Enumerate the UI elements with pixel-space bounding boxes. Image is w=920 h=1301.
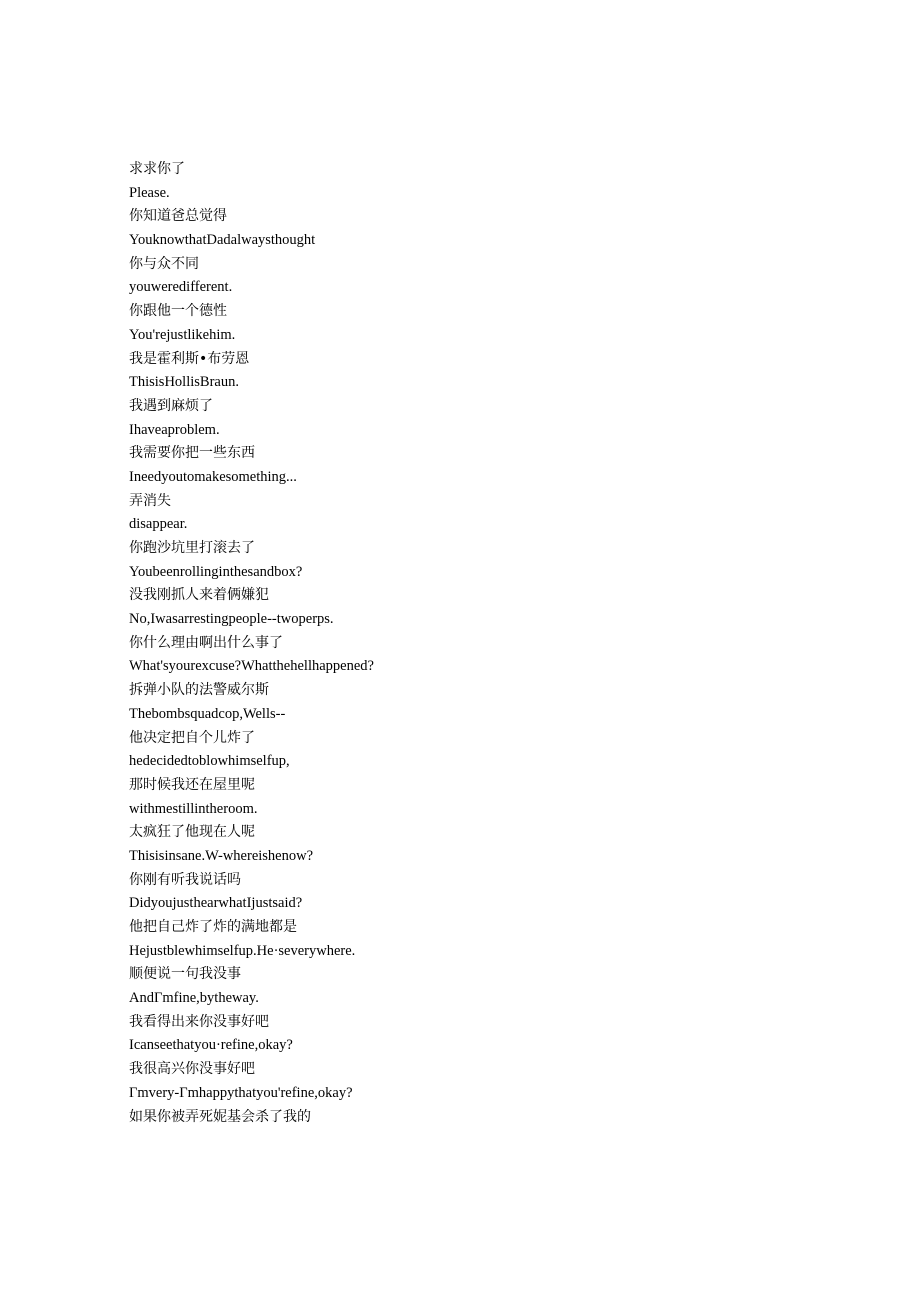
subtitle-line-chinese: 如果你被弄死妮基会杀了我的 [129,1108,311,1125]
subtitle-line-english: ThisisHollisBraun. [129,374,239,391]
subtitle-line-chinese: 我需要你把一些东西 [129,445,255,462]
subtitle-line-chinese: 你跑沙坑里打滚去了 [129,540,255,556]
subtitle-line-english: hedecidedtoblowhimselfup, [129,753,290,770]
subtitle-line-english: Thisisinsane.W-whereishenow? [129,847,314,864]
subtitle-line-chinese: 你刚有听我说话吗 [129,871,241,888]
subtitle-line-english: AndΓmfine,bytheway. [129,990,259,1007]
subtitle-line-english: withmestillintheroom. [129,800,258,817]
subtitle-line-english: Ihaveaproblem. [129,421,220,438]
subtitle-line-chinese: 顺便说一句我没事 [129,966,241,983]
subtitle-line-chinese: 太疯狂了他现在人呢 [129,824,255,841]
subtitle-line-chinese: 拆弹小队的法警威尔斯 [129,682,269,699]
subtitle-line-english: youweredifferent. [129,279,233,296]
subtitle-line-chinese: 求求你了 [129,161,185,177]
subtitle-line-chinese: 他决定把自个儿炸了 [129,729,255,746]
subtitle-line-chinese: 你什么理由啊出什么事了 [129,634,283,651]
subtitle-line-chinese: 你跟他一个德性 [129,303,227,320]
subtitle-line-english: Ineedyoutomakesomething... [129,468,297,485]
subtitle-line-english: Γmvery-Γmhappythatyou'refine,okay? [129,1084,353,1101]
subtitle-line-english: disappear. [129,516,188,533]
subtitle-line-chinese: 你知道爸总觉得 [129,208,227,225]
subtitle-line-english: DidyoujusthearwhatIjustsaid? [129,895,303,912]
subtitle-line-english: Hejustblewhimselfup.He·severywhere. [129,942,356,959]
subtitle-line-chinese: 弄消失 [129,492,171,509]
subtitle-line-english: Icanseethatyou·refine,okay? [129,1037,293,1054]
subtitle-line-english: Youbeenrollinginthesandbox? [129,563,303,580]
subtitle-line-english: Please. [129,184,170,201]
subtitle-line-chinese: 我看得出来你没事好吧 [129,1013,269,1030]
subtitle-line-chinese: 我是霍利斯•布劳恩 [129,350,250,367]
subtitle-line-chinese: 他把自己炸了炸的满地都是 [129,919,297,935]
subtitle-line-english: Thebombsquadcop,Wells-- [129,705,286,722]
subtitle-line-english: You'rejustlikehim. [129,326,236,343]
subtitle-list [129,158,829,1129]
subtitle-line-chinese: 我遇到麻烦了 [129,397,213,414]
subtitle-line-english: What'syourexcuse?Whatthehellhappened? [129,658,374,675]
subtitle-line-chinese: 我很高兴你没事好吧 [129,1061,255,1078]
subtitle-line-chinese: 那时候我还在屋里呢 [129,776,255,793]
subtitle-line-english: No,Iwasarrestingpeople--twoperps. [129,611,334,628]
subtitle-line-chinese: 你与众不同 [129,255,199,272]
subtitle-line-english: YouknowthatDadalwaysthought [129,232,316,249]
subtitle-line-chinese: 没我刚抓人来着俩嫌犯 [129,587,269,604]
